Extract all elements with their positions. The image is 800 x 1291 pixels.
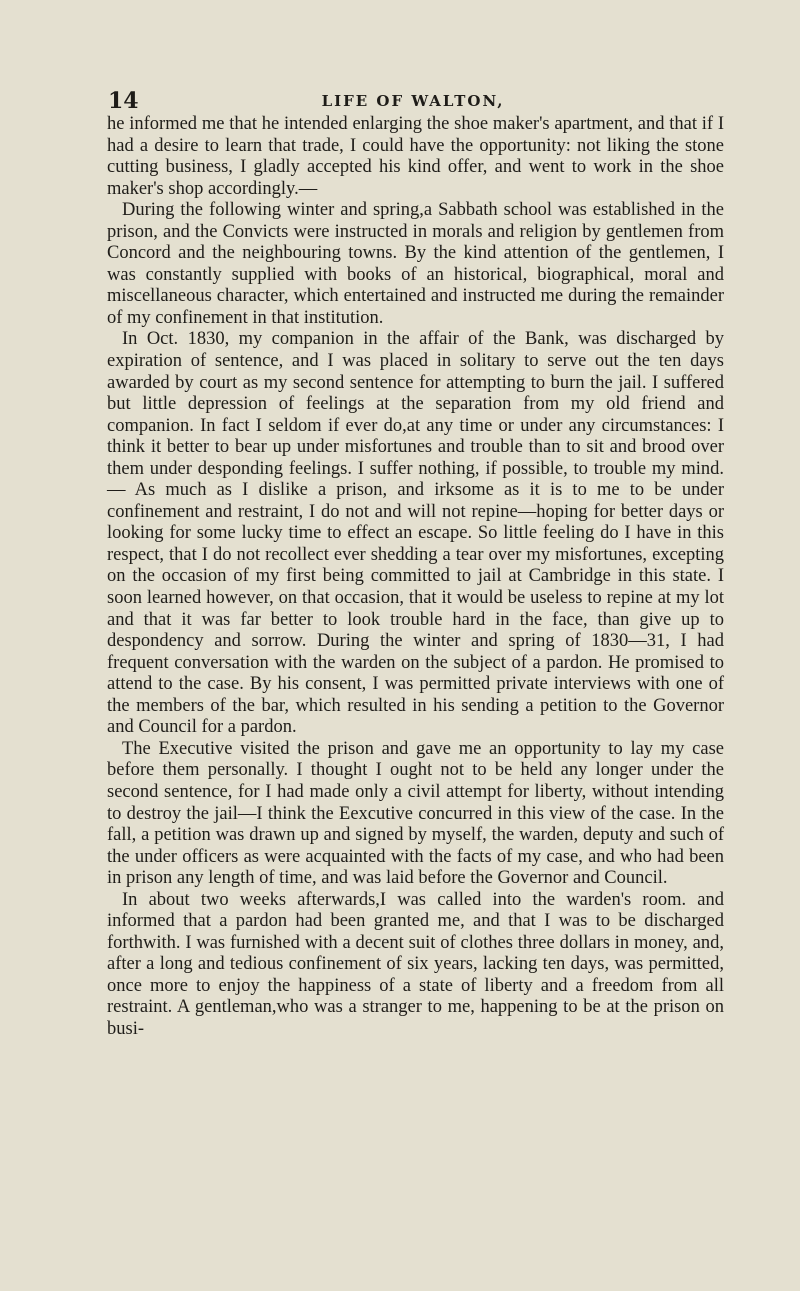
- running-title: LIFE OF WALTON,: [321, 92, 505, 110]
- paragraph-2: During the following winter and spring,a Sabbath school was established in the prison, and the Convicts were instructed in morals and religion by gentlemen from Concord and the neighbouring towns. By the kind attention of the gentlemen, I was constantly supplied with books of an historical, biographical, moral and miscellaneous character, which entertained and instructed me during the remainder of my confinement in that institution.: [107, 200, 724, 328]
- paragraph-1: he informed me that he intended enlarging the shoe maker's apartment, and that if I had a desire to learn that trade, I could have the opportunity: not liking the stone cutting business, I gladly accepted his kind offer, and went to work in the shoe maker's shop accordingly.—: [107, 114, 724, 199]
- paragraph-4: The Executive visited the prison and gave me an opportunity to lay my case before them personally. I thought I ought not to be held any longer under the second sentence, for I had made only a civil attempt for liberty, without intending to destroy the jail—I think the Eexcutive concurred in this view of the case. In the fall, a petition was drawn up and signed by myself, the warden, deputy and such of the under officers as were acquainted with the facts of my case, and who had been in prison any length of time, and was laid before the Governor and Council.: [107, 738, 724, 889]
- paragraph-3: In Oct. 1830, my companion in the affair of the Bank, was discharged by expiration of sentence, and I was placed in solitary to serve out the ten days awarded by court as my second sentence for attempting to burn the jail. I suffered but little depression of feelings at the separation from my old friend and companion. In fact I seldom if ever do,at any time or under any circumstances: I think it better to bear up under misfortunes and trouble than to sit and brood over them under desponding feelings. I suffer nothing, if possible, to trouble my mind.— As much as I dislike a prison, and irksome as it is to me to be under confinement and restraint, I do not and will not repine—hoping for better days or looking for some lucky time to effect an escape. So little feeling do I have in this respect, that I do not recollect ever shedding a tear over my misfortunes, excepting on the occasion of my first being committed to jail at Cambridge in this state. I soon learned however, on that occasion, that it would be useless to repine at my lot and that it was far better to look trouble hard in the face, than give up to despondency and sorrow. During the winter and spring of 1830—31, I had frequent conversation with the warden on the subject of a pardon. He promised to attend to the case. By his consent, I was permitted private interviews with one of the members of the bar, which resulted in his sending a petition to the Governor and Council for a pardon.: [107, 329, 724, 738]
- body-text: [107, 114, 724, 1041]
- paragraph-5: In about two weeks afterwards,I was called into the warden's room. and informed that a pardon had been granted me, and that I was to be discharged forthwith. I was furnished with a decent suit of clothes three dollars in money, and, after a long and tedious confinement of six years, lacking ten days, was permitted, once more to enjoy the happiness of a state of liberty and a freedom from all restraint. A gentleman,who was a stranger to me, happening to be at the prison on busi-: [107, 889, 724, 1039]
- page-number: 14: [108, 88, 139, 114]
